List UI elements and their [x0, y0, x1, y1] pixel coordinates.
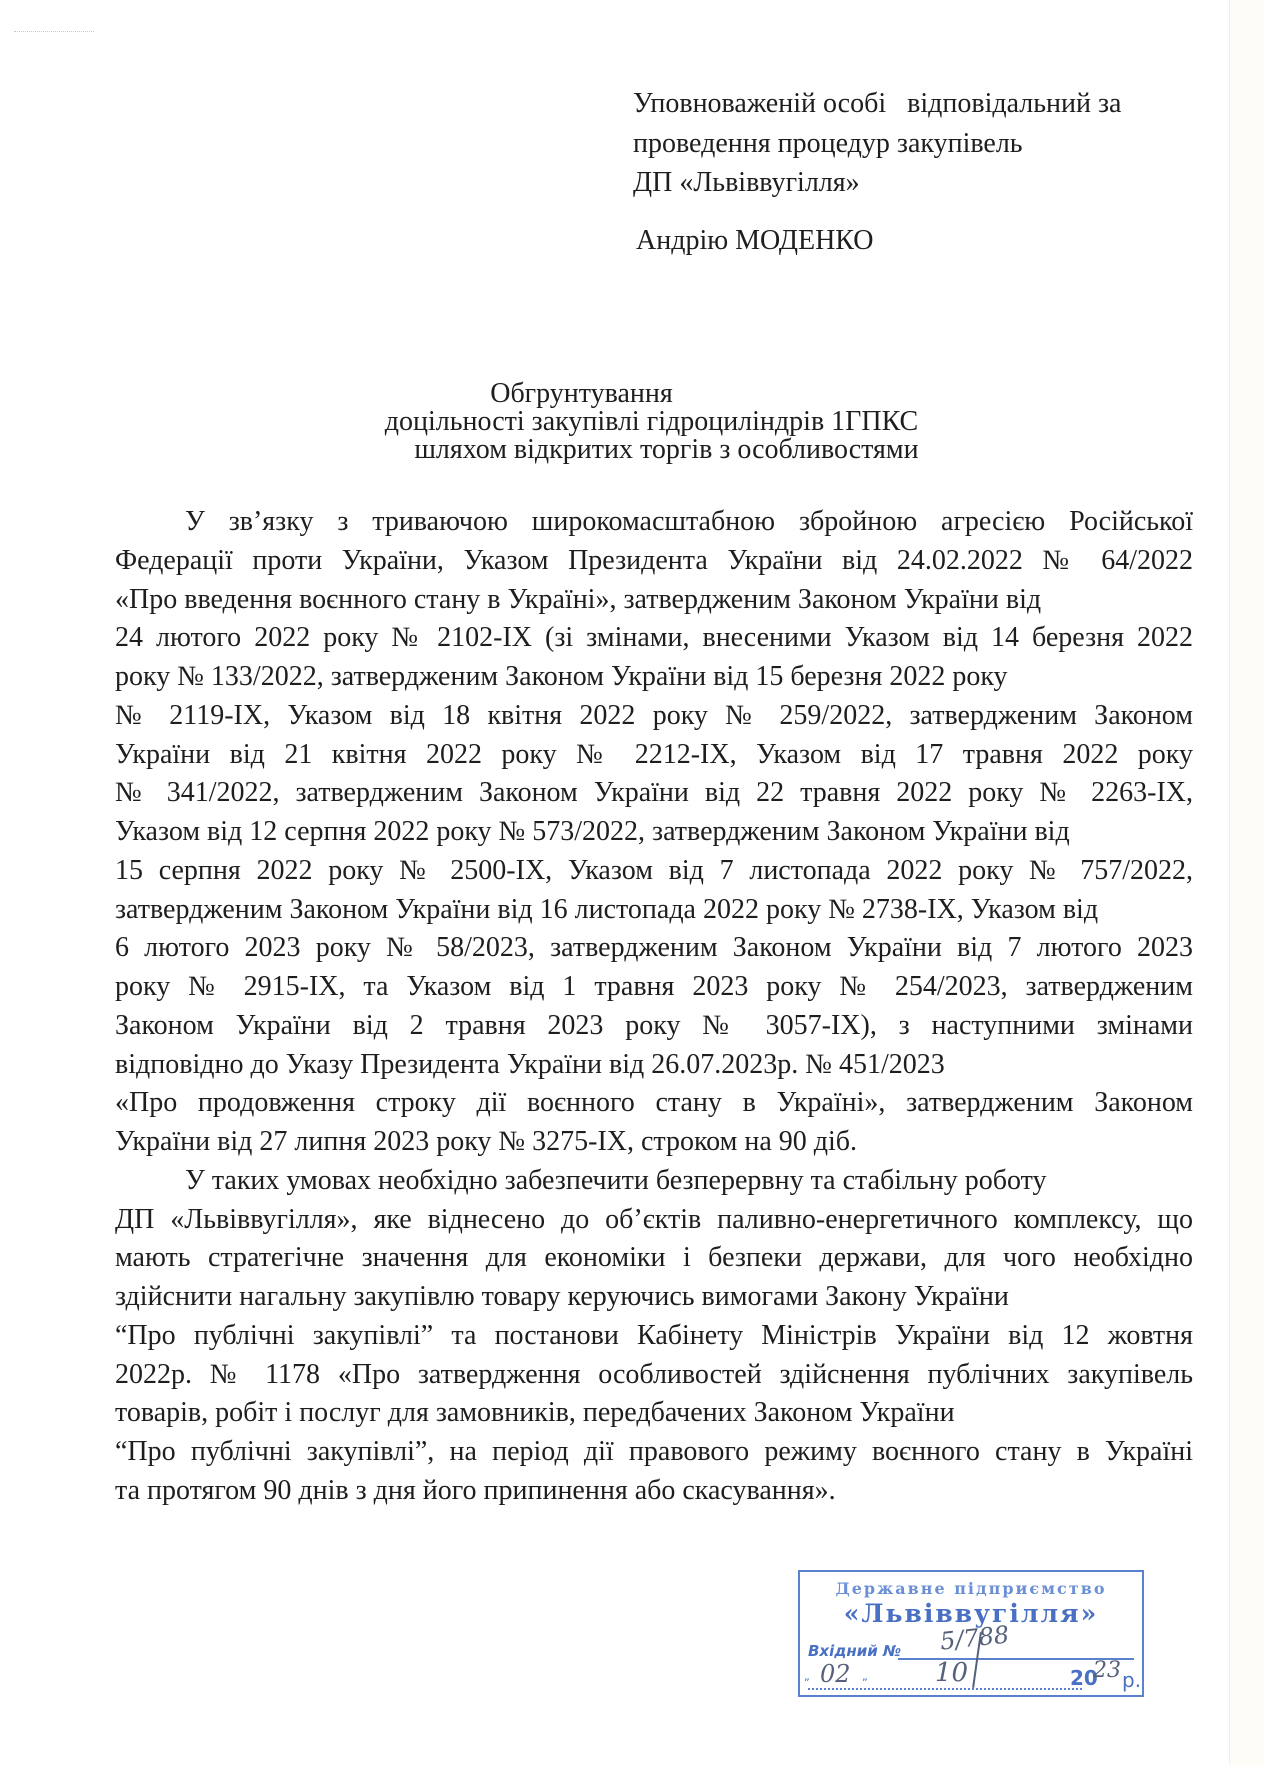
body-line: мають стратегічне значення для економіки і безпеки держави, для чого необхідно	[115, 1242, 1193, 1274]
stamp-day: 02	[820, 1660, 851, 1688]
body-line: 2022р. № 1178 «Про затвердження особливостей здійснення публічних закупівель	[115, 1358, 1193, 1390]
body-line: відповідно до Указу Президента України від 26.07.2023р. № 451/2023	[115, 1048, 945, 1080]
body-line: «Про введення воєнного стану в Україні», затвердженим Законом України від	[115, 583, 1042, 615]
body-line: та протягом 90 днів з дня його припинення або скасування».	[115, 1474, 836, 1506]
addressee-block	[633, 84, 1121, 260]
stamp-year-unit: р.	[1122, 1668, 1142, 1692]
body-line: затвердженим Законом України від 16 листопада 2022 року № 2738-IX, Указом від	[115, 893, 1099, 925]
title-line: Обгрунтування	[490, 378, 673, 409]
addressee-line: Уповноваженій особі відповідальний за	[633, 88, 1122, 119]
body-line: “Про публічні закупівлі” та постанови Кабінету Міністрів України від 12 жовтня	[115, 1319, 1193, 1351]
body-line: № 341/2022, затвердженим Законом України від 22 травня 2022 року № 2263-IX,	[115, 777, 1193, 809]
body-line: Федерації проти України, Указом Президента України від 24.02.2022 № 64/2022	[115, 544, 1193, 576]
body-line: «Про продовження строку дії воєнного стану в Україні», затвердженим Законом	[115, 1087, 1193, 1119]
body-line: У зв’язку з триваючою широкомасштабною збройною агресією Російської	[185, 506, 1193, 537]
stamp-year-prefix: 20	[1070, 1666, 1098, 1690]
stamp-quote-close: „	[862, 1670, 868, 1683]
stamp-incoming-label: Вхідний №	[808, 1642, 902, 1660]
body-line: 24 лютого 2022 року № 2102-IX (зі змінами, внесеними Указом від 14 березня 2022	[115, 622, 1193, 654]
stamp-quote-open: „	[804, 1670, 810, 1683]
body-line: здійснити нагальну закупівлю товару керуючись вимогами Закону України	[115, 1281, 1009, 1312]
body-line: Указом від 12 серпня 2022 року № 573/2022, затвердженим Законом України від	[115, 816, 1070, 847]
scan-corner-mark	[14, 28, 94, 32]
addressee-line: проведення процедур закупівель	[633, 127, 1023, 159]
body-line: 15 серпня 2022 року № 2500-IX, Указом від 7 листопада 2022 року № 757/2022,	[115, 854, 1193, 886]
addressee-name: Андрію МОДЕНКО	[636, 224, 874, 256]
stamp-month: 10	[935, 1658, 969, 1688]
incoming-registration-stamp	[798, 1570, 1144, 1697]
title-line: доцільності закупівлі гідроциліндрів 1ГПКС	[384, 406, 919, 437]
body-line: ДП «Львіввугілля», яке віднесено до об’єктів паливно-енергетичного комплексу, що	[115, 1203, 1193, 1235]
body-line: 6 лютого 2023 року № 58/2023, затвердженим Законом України від 7 лютого 2023	[115, 932, 1193, 964]
body-line: України від 21 квітня 2022 року № 2212-IX, Указом від 17 травня 2022 року	[115, 738, 1193, 770]
title-line: шляхом відкритих торгів з особливостями	[414, 434, 919, 465]
document-body	[115, 503, 1193, 1511]
stamp-year-suffix: 23	[1093, 1658, 1121, 1683]
document-title	[110, 380, 1193, 464]
body-line: товарів, робіт і послуг для замовників, передбачених Законом України	[115, 1397, 955, 1429]
body-line: № 2119-IX, Указом від 18 квітня 2022 року № 259/2022, затвердженим Законом	[115, 699, 1193, 731]
body-line: України від 27 липня 2023 року № 3275-IX, строком на 90 діб.	[115, 1126, 858, 1157]
body-line: року № 2915-IX, та Указом від 1 травня 2023 року № 254/2023, затвердженим	[115, 971, 1193, 1002]
stamp-date-underline	[808, 1688, 1082, 1690]
body-paragraph	[115, 1162, 1193, 1511]
stamp-org-type: Державне підприємство	[835, 1579, 1107, 1598]
addressee-line: ДП «Львіввугілля»	[633, 167, 860, 198]
stamp-incoming-number: 5/788	[938, 1620, 1011, 1656]
body-line: У таких умовах необхідно забезпечити безперервну та стабільну роботу	[185, 1164, 1047, 1196]
body-paragraph	[115, 503, 1193, 1162]
scan-page-edge	[1229, 0, 1264, 1765]
body-line: року № 133/2022, затвердженим Законом України від 15 березня 2022 року	[115, 661, 1008, 692]
stamp-org-name: «Львіввугілля»	[843, 1599, 1099, 1628]
body-line: Законом України від 2 травня 2023 року № 3057-IX), з наступними змінами	[115, 1009, 1193, 1041]
body-line: “Про публічні закупівлі”, на період дії правового режиму воєнного стану в Україні	[115, 1436, 1193, 1467]
